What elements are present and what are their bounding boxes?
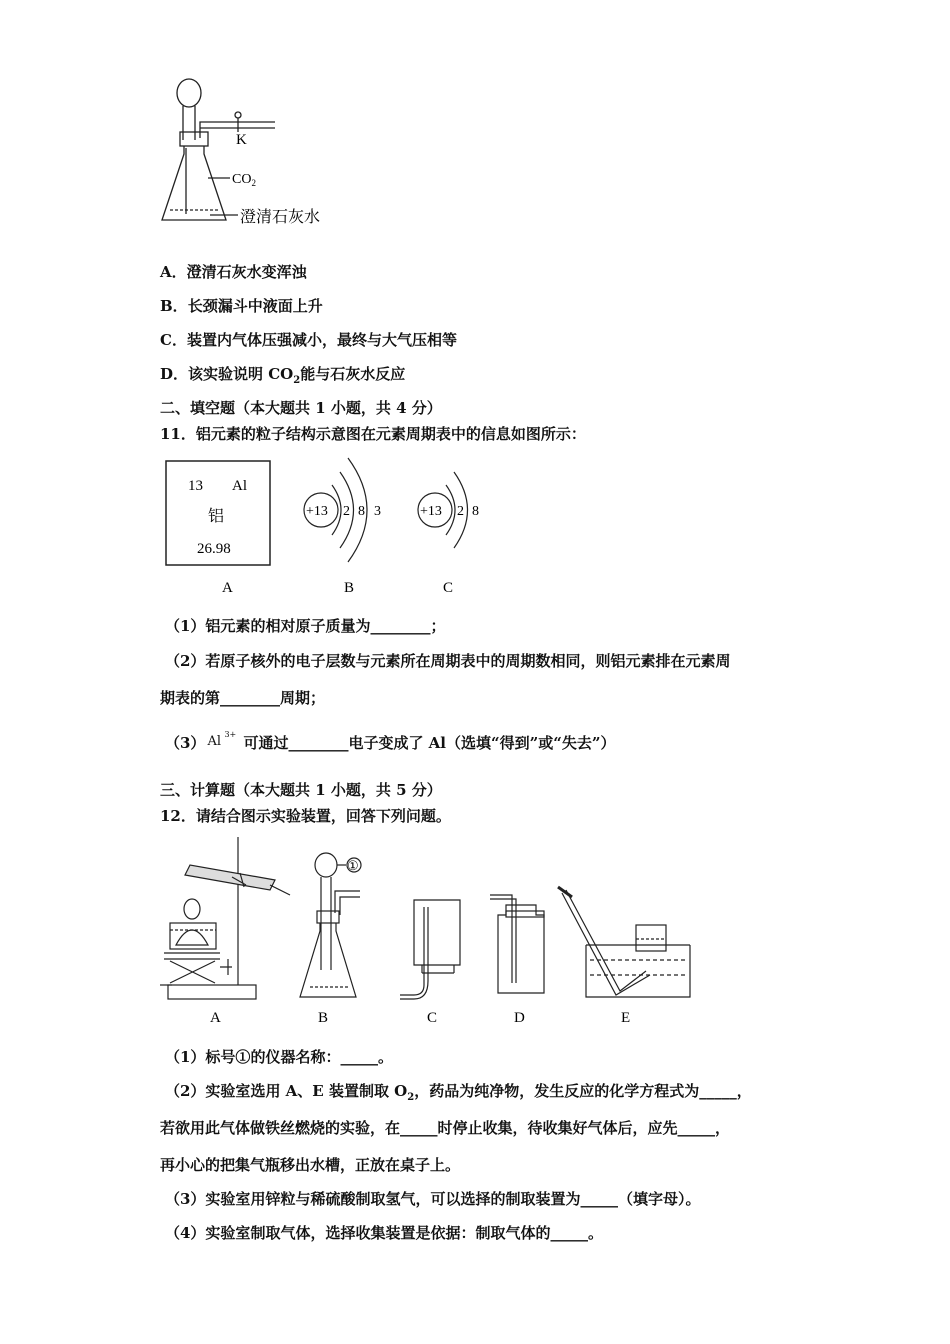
q12-stem: 12．请结合图示实验装置，回答下列问题。 [160, 807, 451, 825]
q11-part-1: （1）铝元素的相对原子质量为________； [165, 617, 446, 635]
label-a: A [222, 580, 233, 596]
shell-b-count-3: 3 [374, 504, 381, 519]
q12-part-2-line-3: 再小心的把集气瓶移出水槽，正放在桌子上。 [160, 1156, 461, 1174]
option-b: B．长颈漏斗中液面上升 [160, 297, 323, 315]
q12-part-4: （4）实验室制取气体，选择收集装置是依据：制取气体的_____。 [165, 1224, 603, 1242]
element-symbol: Al [232, 478, 247, 494]
aluminum-structure-diagram [160, 455, 500, 600]
label-a: A [210, 1010, 221, 1026]
lab-apparatus-diagram [160, 835, 700, 1030]
al-ion-symbol: Al [207, 734, 221, 749]
label-e: E [621, 1010, 631, 1026]
q11-stem: 11．铝元素的粒子结构示意图在元素周期表中的信息如图所示： [160, 425, 586, 443]
apparatus-d [490, 895, 544, 993]
q12-part-3: （3）实验室用锌粒与稀硫酸制取氢气，可以选择的制取装置为_____（填字母）。 [165, 1190, 701, 1208]
q12-part-1: （1）标号①的仪器名称：_____。 [165, 1048, 393, 1066]
nucleus-b-charge: +13 [306, 504, 328, 519]
nucleus-c-charge: +13 [420, 504, 442, 519]
limewater-label: 澄清石灰水 [240, 209, 321, 226]
co2-flask-diagram [150, 70, 350, 235]
option-d: D．该实验说明 $CO_2$能与石灰水反应 [160, 365, 406, 386]
co2-label: $CO_2$ [232, 172, 256, 188]
label-c: C [443, 580, 454, 596]
shell-b-count-1: 2 [343, 504, 350, 519]
label-d: D [514, 1010, 525, 1026]
option-c: C．装置内气体压强减小，最终与大气压相等 [160, 331, 457, 349]
atomic-mass: 26.98 [197, 541, 231, 557]
shell-c-1 [446, 485, 455, 535]
option-a: A．澄清石灰水变浑浊 [160, 263, 307, 281]
q12-part-2-line-1: （2）实验室选用 A、E 装置制取 $O_2$，药品为纯净物，发生反应的化学方程式为_____， [165, 1082, 752, 1103]
shell-c-count-2: 8 [472, 504, 479, 519]
section-3-title: 三、计算题（本大题共 1 小题，共 5 分） [160, 781, 442, 799]
shell-b-count-2: 8 [358, 504, 365, 519]
q11-part-3: （3） Al 3+ 可通过________电子变成了 Al（选填“得到”或“失去”） [165, 730, 616, 752]
q11-part-2-line-2: 期表的第________周期； [160, 689, 326, 707]
label-b: B [318, 1010, 329, 1026]
al-ion-charge: 3+ [224, 730, 237, 739]
apparatus-b [300, 853, 361, 997]
apparatus-e [558, 887, 690, 997]
apparatus-c [400, 900, 460, 999]
shell-b-1 [332, 485, 341, 535]
shell-c-count-1: 2 [457, 504, 464, 519]
atomic-number: 13 [188, 478, 203, 494]
element-name: 铝 [208, 508, 225, 525]
q11-part-2-line-1: （2）若原子核外的电子层数与元素所在周期表中的周期数相同，则铝元素排在元素周 [165, 652, 731, 670]
section-2-title: 二、填空题（本大题共 1 小题，共 4 分） [160, 399, 442, 417]
label-b: B [344, 580, 355, 596]
apparatus-a [160, 837, 290, 999]
k-label: K [236, 132, 247, 148]
q12-part-2-line-2: 若欲用此气体做铁丝燃烧的实验，在_____时停止收集，待收集好气体后，应先_____， [160, 1119, 731, 1137]
label-c: C [427, 1010, 438, 1026]
circled-marker-1: ① [347, 858, 359, 873]
